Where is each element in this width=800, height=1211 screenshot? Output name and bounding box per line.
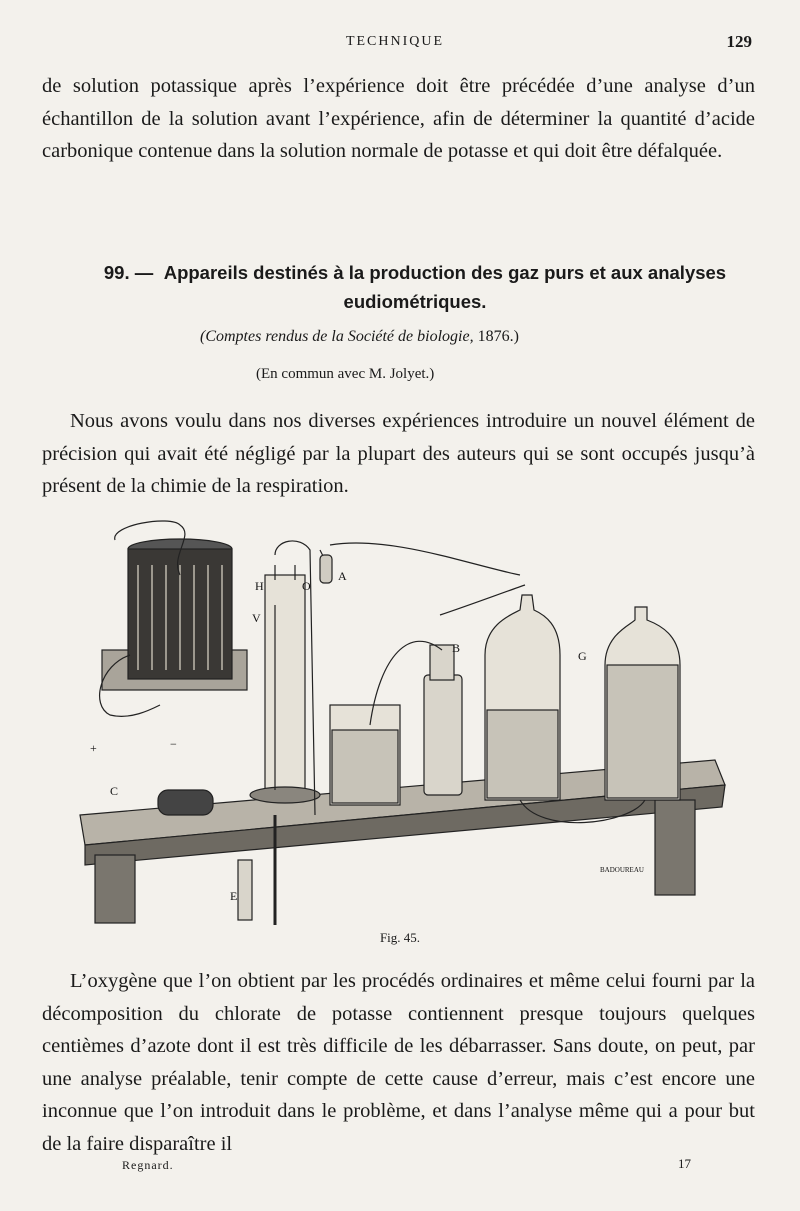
paragraph-continuation: de solution potassique après l’expérience doit être précédée d’une analyse d’un échantillon de la solution avant l’expérience, afin de déterminer la quantité d’acide carbonique contenue dans la solution normale de potasse et qui doit être défalquée. xyxy=(42,75,755,162)
page-number: 129 xyxy=(726,32,752,51)
citation xyxy=(200,328,600,346)
collaboration-note: (En commun avec M. Jolyet.) xyxy=(256,366,435,382)
section-title: Appareils destinés à la production des gaz purs et aux analyses eudiométriques. xyxy=(163,262,727,312)
apparatus-illustration xyxy=(70,515,740,925)
signature-mark: 17 xyxy=(678,1156,691,1171)
figure-caption: Fig. 45. xyxy=(379,930,421,945)
section-number: 99. — xyxy=(103,262,154,283)
label-minus: − xyxy=(170,737,177,751)
label-b: B xyxy=(452,641,461,655)
paragraph-introduction: Nous avons voulu dans nos diverses expériences introduire un nouvel élément de précision qui avait été négligé par la plupart des auteurs qui se sont occupés jusqu’à présent de la chimie de la respiration. xyxy=(42,410,755,497)
citation-year: 1876.) xyxy=(477,328,519,345)
citation-source: (Comptes rendus de la Société de biologie, xyxy=(200,328,474,345)
paragraph-oxygen: L’oxygène que l’on obtient par les procédés ordinaires et même celui fourni par la décomposition du chlorate de potasse contiennent presque toujours quelques centièmes d’azote dont il est très difficile de les débarrasser. Sans doute, on peut, par une analyse préalable, tenir compte de cette cause d’erreur, mais c’est encore une inconnue que l’on introduit dans le problème, et dans l’analyse même qui a pour but de la faire disparaître il xyxy=(42,970,755,1155)
running-title: TECHNIQUE xyxy=(345,34,445,49)
label-e: E xyxy=(230,889,238,903)
running-head xyxy=(0,34,800,58)
label-o: O xyxy=(302,579,311,593)
label-g: G xyxy=(578,649,587,663)
label-a: A xyxy=(338,569,347,583)
label-h: H xyxy=(255,579,264,593)
label-v: V xyxy=(252,611,261,625)
footer-author: Regnard. xyxy=(122,1158,174,1172)
label-plus: + xyxy=(90,741,97,755)
section-heading xyxy=(70,258,760,316)
label-c: C xyxy=(110,784,119,798)
engraver-signature: BADOUREAU xyxy=(600,866,644,874)
apparatus-figure xyxy=(70,515,740,925)
